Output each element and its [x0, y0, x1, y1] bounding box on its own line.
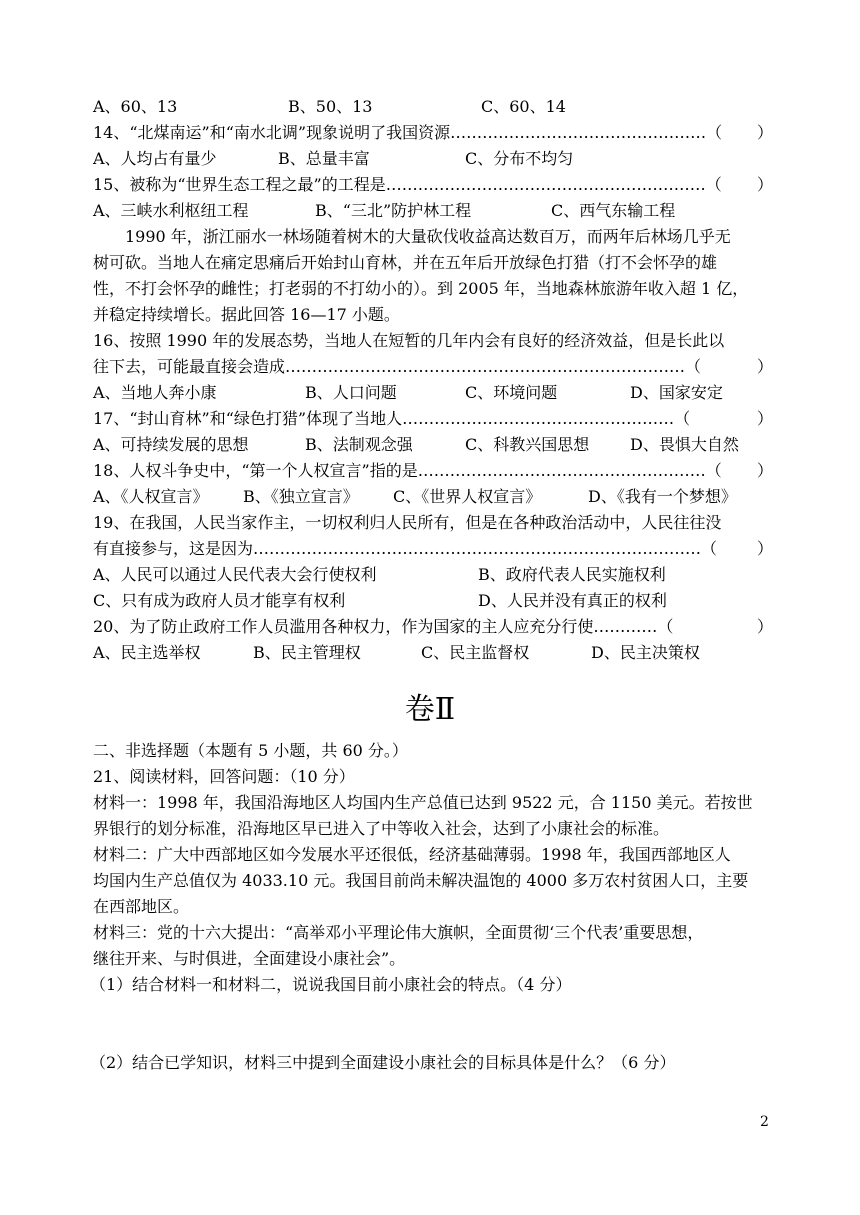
question-stem: 17、“封山育林”和“绿色打猎”体现了当地人……………………………………………（	[93, 409, 691, 428]
question-16	[93, 354, 773, 380]
q20-options	[93, 640, 773, 666]
answer-paren: ）	[756, 357, 773, 376]
option: C、科教兴国思想	[465, 435, 590, 454]
material-2-line: 均国内生产总值仅为 4033.10 元。我国目前尚未解决温饱的 4000 多万农村贫困人口，主要	[93, 871, 749, 890]
option: C、环境问题	[465, 383, 558, 402]
question-stem: 15、被称为“世界生态工程之最”的工程是……………………………………………………（	[93, 175, 722, 194]
option: C、西气东输工程	[551, 201, 676, 220]
answer-paren: ）	[756, 539, 773, 558]
passage-line: 树可砍。当地人在痛定思痛后开始封山育林，并在五年后开放绿色打猎（打不会怀孕的雄	[93, 253, 718, 272]
option: B、《独立宣言》	[243, 487, 359, 506]
option: B、总量丰富	[278, 149, 370, 168]
question-stem: 有直接参与，这是因为…………………………………………………………………………（	[93, 539, 718, 558]
section-title: 卷Ⅱ	[404, 692, 456, 727]
option: B、法制观念强	[305, 435, 413, 454]
option: B、“三北”防护林工程	[315, 201, 472, 220]
answer-paren: ）	[756, 123, 773, 142]
material-1-line: 界银行的划分标准，沿海地区早已进入了中等收入社会，达到了小康社会的标准。	[93, 819, 670, 838]
question-stem: 14、“北煤南运”和“南水北调”现象说明了我国资源…………………………………………（	[93, 123, 723, 142]
option: D、国家安定	[630, 383, 723, 402]
question-17	[93, 406, 773, 432]
option: A、可持续发展的思想	[93, 435, 249, 454]
answer-paren: ）	[756, 175, 773, 194]
question-21: 21、阅读材料，回答问题：（10 分）	[93, 767, 355, 786]
option: A、《人权宣言》	[93, 487, 209, 506]
option: A、人民可以通过人民代表大会行使权利	[93, 565, 377, 584]
option: D、《我有一个梦想》	[588, 487, 737, 506]
option: C、60、14	[481, 97, 566, 116]
page-number: 2	[760, 1114, 769, 1130]
answer-paren: ）	[756, 409, 773, 428]
option: D、民主决策权	[591, 643, 700, 662]
q18-options	[93, 484, 773, 510]
passage-line: 并稳定持续增长。据此回答 16—17 小题。	[93, 305, 400, 324]
option: B、50、13	[288, 97, 373, 116]
q16-options	[93, 380, 773, 406]
option: B、民主管理权	[253, 643, 361, 662]
option: A、民主选举权	[93, 643, 201, 662]
q13-options	[93, 94, 773, 120]
sub-question-2: （2）结合已学知识，材料三中提到全面建设小康社会的目标具体是什么？（6 分）	[90, 1053, 676, 1072]
sub-question-1: （1）结合材料一和材料二，说说我国目前小康社会的特点。（4 分）	[90, 975, 572, 994]
option: C、分布不均匀	[465, 149, 574, 168]
material-2-line: 材料二：广大中西部地区如今发展水平还很低，经济基础薄弱。1998 年，我国西部地区人	[93, 845, 731, 864]
q15-options	[93, 198, 773, 224]
passage-line: 1990 年，浙江丽水一林场随着树木的大量砍伐收益高达数百万，而两年后林场几乎无	[125, 227, 731, 246]
material-2-line: 在西部地区。	[93, 897, 190, 916]
option: C、民主监督权	[421, 643, 530, 662]
question-14	[93, 120, 773, 146]
question-stem: 往下去，可能最直接会造成…………………………………………………………………（	[93, 357, 702, 376]
question-18	[93, 458, 773, 484]
q17-options	[93, 432, 773, 458]
option: D、畏惧大自然	[630, 435, 739, 454]
passage-line: 性，不打会怀孕的雌性；打老弱的不打幼小的）。到 2005 年，当地森林旅游年收入超 1 亿，	[93, 279, 749, 298]
option: D、人民并没有真正的权利	[478, 591, 667, 610]
option: A、60、13	[93, 97, 178, 116]
part2-heading: 二、非选择题（本题有 5 小题，共 60 分。）	[93, 741, 408, 760]
q14-options	[93, 146, 773, 172]
answer-paren: ）	[756, 461, 773, 480]
question-16-stem: 16、按照 1990 年的发展态势，当地人在短暂的几年内会有良好的经济效益，但是长此以	[93, 331, 725, 350]
option: B、政府代表人民实施权利	[478, 565, 666, 584]
option: C、只有成为政府人员才能享有权利	[93, 591, 346, 610]
question-19	[93, 536, 773, 562]
option: A、人均占有量少	[93, 149, 217, 168]
q19-options-row2	[93, 588, 773, 614]
question-15	[93, 172, 773, 198]
option: A、三峡水利枢纽工程	[93, 201, 249, 220]
question-20	[93, 614, 773, 640]
answer-paren: ）	[756, 617, 773, 636]
material-3-line: 材料三：党的十六大提出：“高举邓小平理论伟大旗帜，全面贯彻‘三个代表’重要思想，	[93, 923, 704, 942]
option: A、当地人奔小康	[93, 383, 217, 402]
material-1-line: 材料一：1998 年，我国沿海地区人均国内生产总值已达到 9522 元，合 1150 美元。若按世	[93, 793, 753, 812]
q19-options-row1	[93, 562, 773, 588]
option: B、人口问题	[305, 383, 397, 402]
option: C、《世界人权宣言》	[393, 487, 542, 506]
material-3-line: 继往开来、与时俱进，全面建设小康社会”。	[93, 949, 406, 968]
question-stem: 18、人权斗争史中，“第一个人权宣言”指的是………………………………………………（	[93, 461, 722, 480]
question-stem: 20、为了防止政府工作人员滥用各种权力，作为国家的主人应充分行使…………（	[93, 617, 674, 636]
question-19-stem: 19、在我国，人民当家作主，一切权利归人民所有，但是在各种政治活动中，人民往往没	[93, 513, 722, 532]
